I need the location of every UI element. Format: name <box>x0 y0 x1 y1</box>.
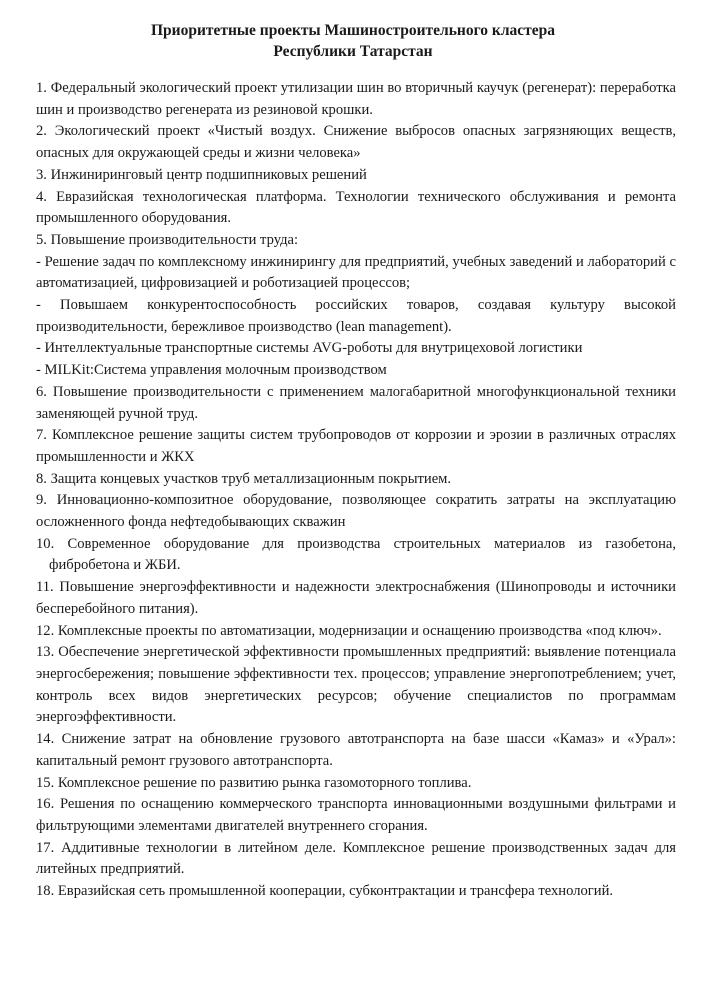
list-item-10-line-2: фибробетона и ЖБИ. <box>49 557 181 574</box>
list-item-18: 18. Евразийская сеть промышленной кооперации, субконтрактации и трансфера технологий. <box>36 883 614 900</box>
list-item-3: 3. Инжиниринговый центр подшипниковых решений <box>36 166 367 183</box>
list-item-10-line-1: 10. Современное оборудование для производства строительных материалов из газобетона, <box>36 535 676 552</box>
list-item-4: 4. Евразийская технологическая платформа. Технологии технического обслуживания и ремонта промышленного оборудования. <box>36 188 676 227</box>
title-line-2: Республики Татарстан <box>273 43 433 60</box>
list-item-9: 9. Инновационно-композитное оборудование, позволяющее сократить затраты на эксплуатацию осложненного фонда нефтедобывающих скважин <box>36 492 676 531</box>
list-item-11: 11. Повышение энергоэффективности и надежности электроснабжения (Шинопроводы и источники бесперебойного питания). <box>36 579 676 617</box>
document-title <box>0 20 706 62</box>
list-item-17: 17. Аддитивные технологии в литейном деле. Комплексное решение производственных задач для литейных предприятий. <box>36 839 676 878</box>
list-subitem-5d: - MILKit:Система управления молочным производством <box>36 362 387 379</box>
list-item-16: 16. Решения по оснащению коммерческого транспорта инновационными воздушными фильтрами и фильтрующими элементами двигателей внутреннего сгорания. <box>36 796 676 834</box>
project-list <box>36 78 676 903</box>
list-subitem-5c: - Интеллектуальные транспортные системы AVG-роботы для внутрицеховой логистики <box>36 340 583 357</box>
list-item-1: 1. Федеральный экологический проект утилизации шин во вторичный каучук (регенерат): переработка шин и производство регенерата из резиновой крошки. <box>36 80 676 118</box>
list-item-14: 14. Снижение затрат на обновление грузового автотранспорта на базе шасси «Камаз» и «Урал»: капитальный ремонт грузового автотранспорта. <box>36 731 676 769</box>
list-item-2: 2. Экологический проект «Чистый воздух. Снижение выбросов опасных загрязняющих веществ, опасных для окружающей среды и жизни человека» <box>36 123 676 162</box>
list-item-12: 12. Комплексные проекты по автоматизации, модернизации и оснащению производства «под ключ». <box>36 622 662 639</box>
list-item-15: 15. Комплексное решение по развитию рынка газомоторного топлива. <box>36 774 472 791</box>
list-item-7: 7. Комплексное решение защиты систем трубопроводов от коррозии и эрозии в различных отраслях промышленности и ЖКХ <box>36 427 676 465</box>
list-item-6: 6. Повышение производительности с применением малогабаритной многофункциональной техники заменяющей ручной труд. <box>36 383 676 422</box>
list-item-8: 8. Защита концевых участков труб металлизационным покрытием. <box>36 470 452 487</box>
list-item-10 <box>36 534 676 577</box>
list-item-13: 13. Обеспечение энергетической эффективности промышленных предприятий: выявление потенциала энергосбережения; повышение эффективности тех. процессов; управление энергопотреблением; учет, контроль всех видов энергетических ресурсов; обучение специалистов по программам энергоэффективности. <box>36 644 676 726</box>
list-subitem-5a: - Решение задач по комплексному инжинирингу для предприятий, учебных заведений и лабораторий с автоматизацией, цифровизацией и роботизацией процессов; <box>36 253 676 292</box>
title-line-1: Приоритетные проекты Машиностроительного кластера <box>150 22 556 39</box>
list-subitem-5b: - Повышаем конкурентоспособность российских товаров, создавая культуру высокой производительности, бережливое производство (lean management). <box>36 297 676 335</box>
list-item-5: 5. Повышение производительности труда: <box>36 231 299 248</box>
